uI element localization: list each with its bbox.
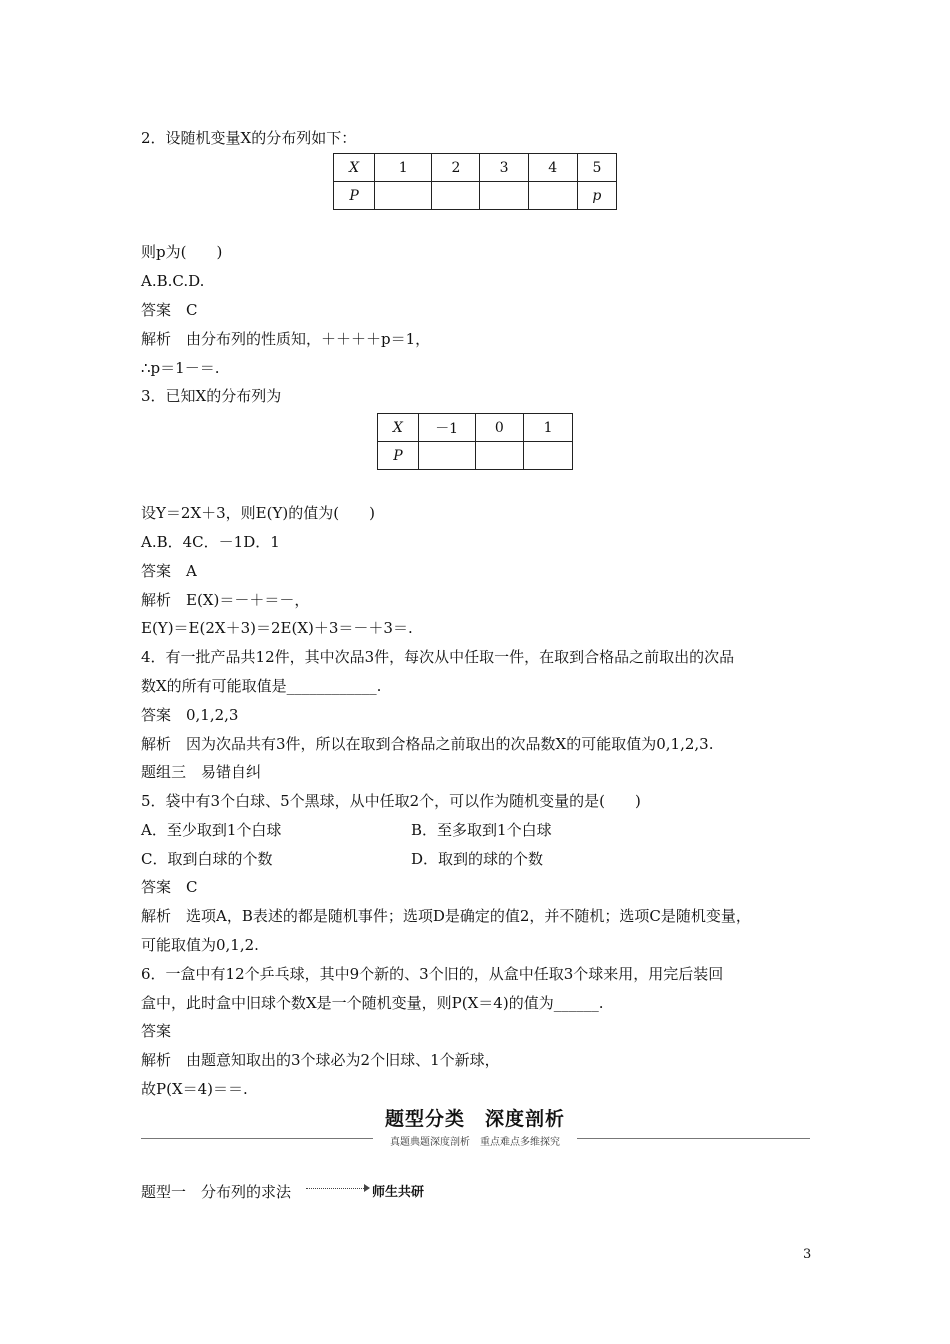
table-cell	[418, 442, 475, 470]
table-cell: －1	[418, 414, 475, 442]
q2-analysis-line1: 解析 由分布列的性质知，＋＋＋＋p＝1，	[141, 330, 431, 348]
q3-analysis-line1: 解析 E(X)＝－＋＝－，	[141, 591, 310, 609]
q5-option-c: C．取到白球的个数	[141, 850, 273, 868]
q6-stem-line2: 盒中，此时盒中旧球个数X是一个随机变量，则P(X＝4)的值为______.	[141, 994, 604, 1012]
q2-ask: 则p为( )	[141, 243, 223, 261]
table-cell: P	[378, 442, 419, 470]
q2-options: A.B.C.D.	[141, 272, 205, 290]
q5-option-b: B．至多取到1个白球	[411, 821, 552, 839]
q2-stem: 2．设随机变量X的分布列如下：	[141, 129, 357, 147]
q3-answer: 答案 A	[141, 562, 197, 580]
table-cell: p	[577, 182, 616, 210]
q3-stem: 3．已知X的分布列为	[141, 387, 282, 405]
q5-answer: 答案 C	[141, 878, 198, 896]
table-cell	[375, 182, 432, 210]
q3-distribution-table	[377, 413, 573, 470]
q6-stem-line1: 6．一盒中有12个乒乓球，其中9个新的、3个旧的，从盒中任取3个球来用，用完后装回	[141, 965, 724, 983]
q4-answer: 答案 0,1,2,3	[141, 706, 239, 724]
q3-options: A.B．4C．－1D．1	[141, 533, 280, 551]
q6-answer: 答案	[141, 1022, 172, 1040]
table-cell	[480, 182, 528, 210]
q3-table-header-row	[378, 414, 573, 442]
q5-stem: 5．袋中有3个白球、5个黑球，从中任取2个，可以作为随机变量的是( )	[141, 792, 641, 810]
table-cell	[432, 182, 480, 210]
table-cell: 1	[375, 154, 432, 182]
table-cell: 5	[577, 154, 616, 182]
q3-table-prob-row	[378, 442, 573, 470]
q5-option-a: A．至少取到1个白球	[141, 821, 282, 839]
q2-table-header-row	[334, 154, 617, 182]
table-cell	[528, 182, 577, 210]
q5-analysis-line2: 可能取值为0,1,2.	[141, 936, 259, 954]
section-subtitle: 真题典题深度剖析 重点难点多维探究	[390, 1137, 560, 1148]
table-cell: 0	[475, 414, 524, 442]
q2-analysis-line2: ∴p＝1－＝.	[141, 359, 220, 377]
type-label: 题型一 分布列的求法	[141, 1183, 292, 1201]
dotted-arrow-line	[306, 1188, 368, 1189]
q4-stem-line2: 数X的所有可能取值是____________.	[141, 677, 382, 695]
q2-table-prob-row	[334, 182, 617, 210]
table-cell: 3	[480, 154, 528, 182]
table-cell: 4	[528, 154, 577, 182]
section-title: 题型分类 深度剖析	[384, 1108, 565, 1130]
table-cell: 2	[432, 154, 480, 182]
q4-stem-line1: 4．有一批产品共12件，其中次品3件，每次从中任取一件，在取到合格品之前取出的次品	[141, 648, 735, 666]
table-cell	[475, 442, 524, 470]
arrow-head-icon	[364, 1184, 370, 1192]
q6-analysis-line1: 解析 由题意知取出的3个球必为2个旧球、1个新球，	[141, 1051, 500, 1069]
type-tag: 师生共研	[372, 1185, 425, 1200]
q3-ask: 设Y＝2X＋3，则E(Y)的值为( )	[141, 504, 375, 522]
page-number: 3	[803, 1247, 812, 1262]
q5-analysis-line1: 解析 选项A，B表述的都是随机事件；选项D是确定的值2，并不随机；选项C是随机变量，	[141, 907, 751, 925]
q2-distribution-table	[333, 153, 617, 210]
table-cell: P	[334, 182, 375, 210]
table-cell	[524, 442, 573, 470]
q5-option-d: D．取到的球的个数	[411, 850, 544, 868]
q3-analysis-line2: E(Y)＝E(2X＋3)＝2E(X)＋3＝－＋3＝.	[141, 619, 413, 637]
q6-analysis-line2: 故P(X＝4)＝＝.	[141, 1080, 248, 1098]
q2-answer: 答案 C	[141, 301, 198, 319]
group-title: 题组三 易错自纠	[141, 763, 262, 781]
table-cell: X	[334, 154, 375, 182]
table-cell: X	[378, 414, 419, 442]
q4-analysis: 解析 因为次品共有3件，所以在取到合格品之前取出的次品数X的可能取值为0,1,2,3.	[141, 735, 714, 753]
table-cell: 1	[524, 414, 573, 442]
